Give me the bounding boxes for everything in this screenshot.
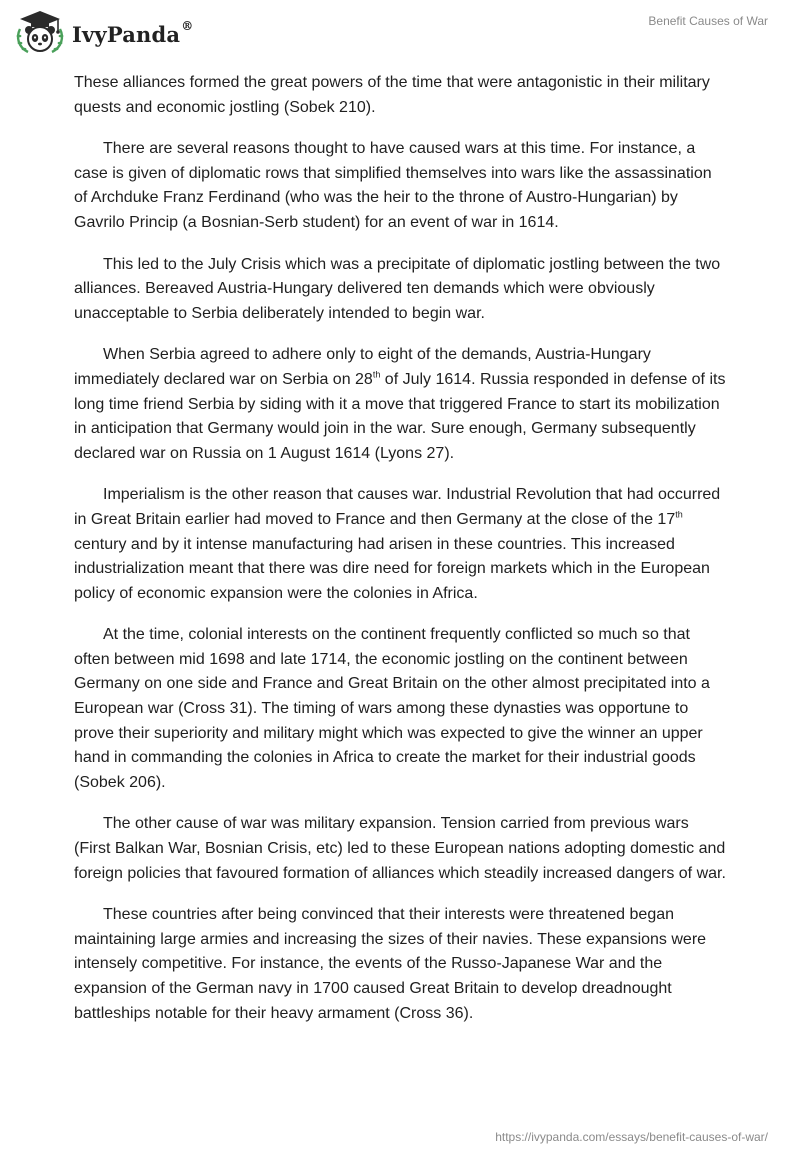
essay-body	[74, 71, 728, 1043]
ordinal-suffix: th	[372, 369, 381, 380]
paragraph-1: These alliances formed the great powers of the time that were antagonistic in their military quests and economic jostling (Sobek 210).	[74, 74, 710, 116]
brand-name: IvyPanda®	[72, 18, 194, 47]
paragraph-8: These countries after being convinced that their interests were threatened began maintaining large armies and increasing the sizes of their navies. These expansions were intensely competitive. For instance, the events of the Russo-Japanese War and the expansion of the German navy in 1700 caused Great Britain to develop dreadnought battleships notable for their heavy armament (Cross 36).	[74, 906, 707, 1022]
panda-graduate-icon	[14, 9, 66, 55]
paragraph-2: There are several reasons thought to have caused wars at this time. For instance, a case is given of diplomatic rows that simplified themselves into wars like the assassination of Archduke Franz Ferdinand (who was the heir to the throne of Austro-Hungarian) by Gavrilo Princip (a Bosnian-Serb student) for an event of war in 1614.	[74, 140, 712, 231]
paragraph-7: The other cause of war was military expansion. Tension carried from previous wars (First Balkan War, Bosnian Crisis, etc) led to these European nations adopting domestic and foreign policies that favoured formation of alliances which steadily increased dangers of war.	[74, 815, 726, 882]
registered-mark: ®	[181, 18, 194, 33]
paragraph-6: At the time, colonial interests on the continent frequently conflicted so much so that often between mid 1698 and late 1714, the economic jostling on the continent between Germany on one side and France and Great Britain on the other almost precipitated into a European war (Cross 31). The timing of wars among these dynasties was opportune to prove their superiority and military might which was expected to give the winner an upper hand in commanding the colonies in Africa to create the market for their industrial goods (Sobek 206).	[74, 626, 710, 791]
brand-logo[interactable]	[14, 9, 193, 55]
paragraph-4: When Serbia agreed to adhere only to eight of the demands, Austria-Hungary immediately declared war on Serbia on 28th of July 1614. Russia responded in defense of its long time friend Serbia by siding with it a move that triggered France to start its mobilization in anticipation that Germany would join in the war. Sure enough, Germany subsequently declared war on Russia on 1 August 1614 (Lyons 27).	[74, 346, 726, 462]
source-url[interactable]: https://ivypanda.com/essays/benefit-causes-of-war/	[495, 1130, 768, 1144]
ordinal-suffix: th	[675, 509, 683, 520]
paragraph-3: This led to the July Crisis which was a precipitate of diplomatic jostling between the two alliances. Bereaved Austria-Hungary delivered ten demands which were obviously unacceptable to Serbia deliberately intended to begin war.	[74, 255, 721, 322]
paragraph-5: Imperialism is the other reason that causes war. Industrial Revolution that had occurred in Great Britain earlier had moved to France and then Germany at the close of the 17th century and by it intense manufacturing had arisen in these countries. This increased industrialization meant that there was dire need for foreign markets which in the European policy of economic expansion were the colonies in Africa.	[74, 486, 721, 602]
document-title: Benefit Causes of War	[648, 14, 768, 28]
page-header	[0, 0, 800, 60]
